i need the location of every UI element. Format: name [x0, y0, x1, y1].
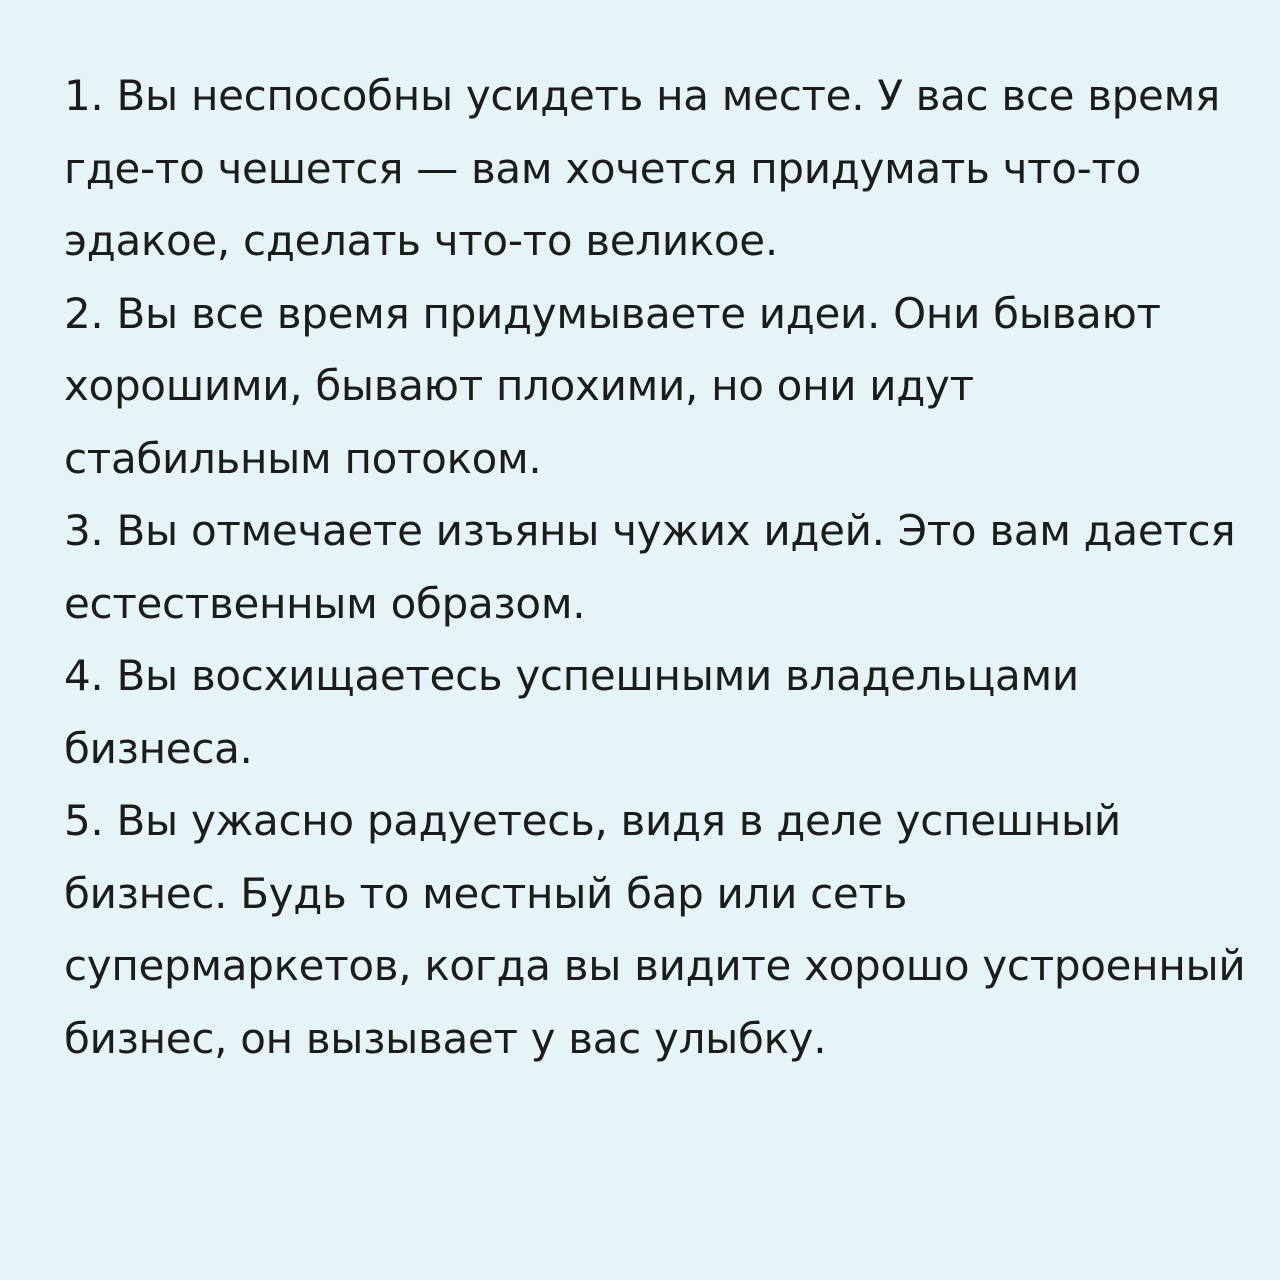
list-item-4: 4. Вы восхищаетесь успешными владельцами бизнеса.	[64, 651, 1079, 773]
list-item-3: 3. Вы отмечаете изъяны чужих идей. Это вам дается естественным образом.	[64, 506, 1236, 628]
list-item-1: 1. Вы неспособны усидеть на месте. У вас все время где-то чешется — вам хочется придумать что-то эдакое, сделать что-то великое.	[64, 71, 1220, 265]
list-item-2: 2. Вы все время придумываете идеи. Они бывают хорошими, бывают плохими, но они идут стабильным потоком.	[64, 288, 1161, 483]
list-item-5: 5. Вы ужасно радуетесь, видя в деле успешный бизнес. Будь то местный бар или сеть супермаркетов, когда вы видите хорошо устроенный бизнес, он вызывает у вас улыбку.	[64, 796, 1246, 1063]
